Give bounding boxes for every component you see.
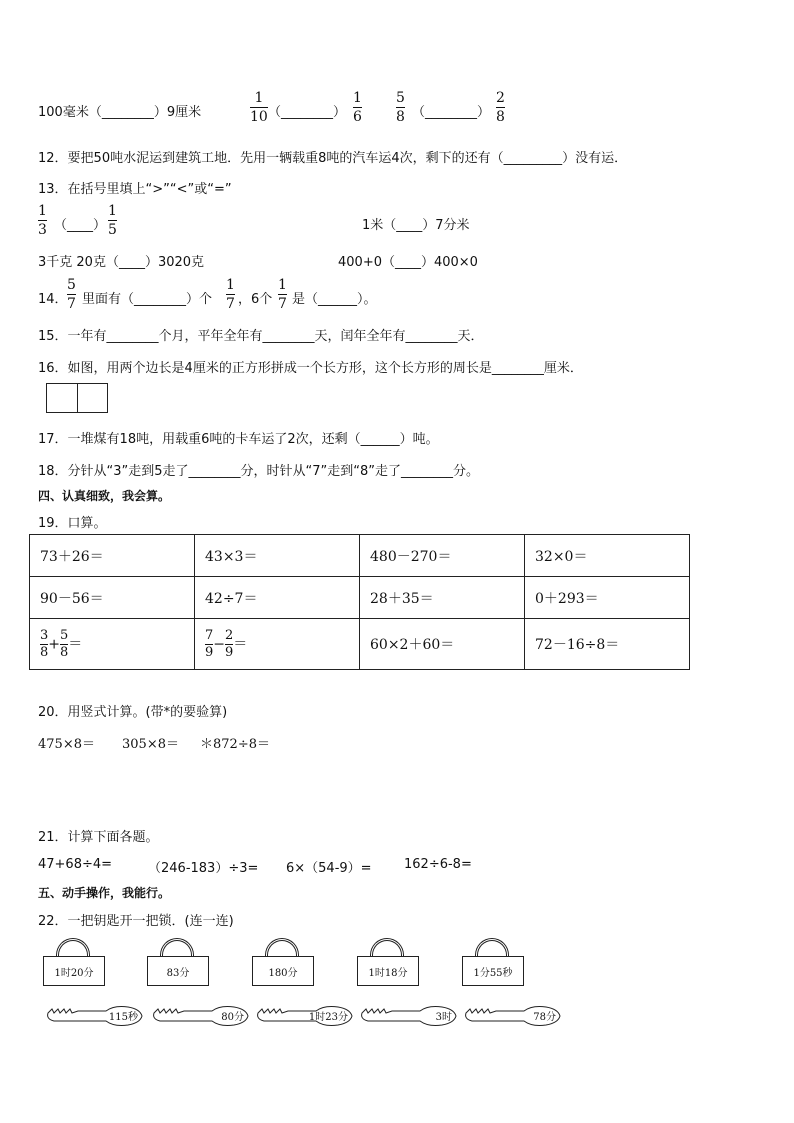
fraction [67, 277, 76, 312]
question-14-number: 14． [38, 292, 68, 307]
numerator: 5 [396, 90, 405, 106]
lock-label: 1分55秒 [462, 956, 524, 986]
question-21-title: 21．计算下面各题。 [38, 830, 159, 845]
q11-length-compare: 100毫米（________）9厘米 [38, 105, 202, 120]
calc-item: 162÷6-8= [404, 857, 472, 872]
denominator: 7 [67, 296, 76, 312]
table-row [30, 535, 690, 577]
denominator: 9 [205, 644, 214, 660]
denominator: 5 [108, 222, 117, 238]
key[interactable] [150, 1005, 250, 1027]
question-13-b: 1米（____）7分米 [362, 218, 470, 233]
vertical-calc-item: 475×8＝ [38, 737, 95, 752]
fraction [496, 90, 505, 125]
question-18: 18．分针从“3”走到5走了________分，时针从“7”走到“8”走了________分。 [38, 464, 480, 479]
numerator: 1 [278, 277, 287, 293]
question-15: 15．一年有________个月，平年全年有________天，闰年全年有________天． [38, 329, 484, 344]
key[interactable] [462, 1005, 562, 1027]
table-cell: 28＋35＝ [360, 577, 525, 619]
numerator: 3 [40, 627, 49, 643]
key-label: 78分 [533, 1012, 556, 1023]
calc-item: 47+68÷4= [38, 857, 113, 872]
table-cell: 73＋26＝ [30, 535, 195, 577]
question-17: 17．一堆煤有18吨，用载重6吨的卡车运了2次，还剩（______）吨。 [38, 432, 439, 447]
table-cell: 43×3＝ [195, 535, 360, 577]
numerator: 5 [60, 627, 69, 643]
numerator: 1 [226, 277, 235, 293]
lock-label: 180分 [252, 956, 314, 986]
table-cell: 72－16÷8＝ [525, 619, 690, 670]
key[interactable] [358, 1005, 458, 1027]
denominator: 6 [353, 109, 362, 125]
table-cell [30, 619, 195, 670]
table-cell [195, 619, 360, 670]
fraction [278, 277, 287, 312]
key[interactable] [254, 1005, 354, 1027]
equals-sign: ＝ [233, 636, 248, 652]
vertical-calc-item: ＊872÷8＝ [200, 737, 270, 752]
operator: + [48, 636, 61, 652]
lock[interactable] [43, 938, 105, 990]
denominator: 10 [250, 109, 268, 125]
table-cell: 60×2＋60＝ [360, 619, 525, 670]
section-5-heading: 五、动手操作，我能行。 [38, 886, 171, 900]
lock[interactable] [147, 938, 209, 990]
fraction [226, 277, 235, 312]
answer-blank[interactable]: （________） [412, 105, 491, 120]
table-cell: 90－56＝ [30, 577, 195, 619]
key-label: 115秒 [108, 1012, 138, 1023]
table-cell: 32×0＝ [525, 535, 690, 577]
fraction [108, 203, 117, 238]
numerator: 7 [205, 627, 214, 643]
table-row [30, 577, 690, 619]
denominator: 8 [396, 109, 405, 125]
denominator: 9 [225, 644, 234, 660]
question-14-end: 是（______）。 [292, 292, 377, 307]
denominator: 8 [40, 644, 49, 660]
fraction [250, 90, 268, 125]
fraction [396, 90, 405, 125]
two-squares-figure [46, 383, 108, 413]
question-12: 12．要把50吨水泥运到建筑工地．先用一辆载重8吨的汽车运4次，剩下的还有（_________）没有运． [38, 151, 628, 166]
question-13-c: 3千克 20克（____）3020克 [38, 255, 205, 270]
equals-sign: ＝ [68, 636, 83, 652]
calc-item: 6×（54-9）= [286, 861, 372, 876]
denominator: 7 [278, 296, 287, 312]
numerator: 1 [254, 90, 264, 106]
lock-label: 1时18分 [357, 956, 419, 986]
question-19-title: 19．口算。 [38, 516, 107, 531]
question-20-title: 20．用竖式计算。(带*的要验算) [38, 705, 228, 720]
question-13-title: 13．在括号里填上“>”“<”或“=” [38, 182, 232, 197]
numerator: 1 [108, 203, 117, 219]
key-label: 80分 [221, 1012, 244, 1023]
oral-calc-table [29, 534, 690, 670]
question-16: 16．如图，用两个边长是4厘米的正方形拼成一个长方形，这个长方形的周长是________厘米． [38, 361, 583, 376]
lock[interactable] [252, 938, 314, 990]
key-label: 1时23分 [308, 1012, 348, 1023]
fraction [38, 203, 47, 238]
question-22-title: 22．一把钥匙开一把锁．(连一连) [38, 914, 234, 929]
denominator: 7 [226, 296, 235, 312]
table-cell: 480－270＝ [360, 535, 525, 577]
numerator: 2 [496, 90, 505, 106]
denominator: 8 [496, 109, 505, 125]
question-13-d: 400+0（____）400×0 [338, 255, 478, 270]
operator: − [213, 636, 226, 652]
numerator: 1 [353, 90, 362, 106]
denominator: 8 [60, 644, 69, 660]
key[interactable] [44, 1005, 144, 1027]
answer-blank[interactable]: （________） [268, 105, 347, 120]
question-14-text: 里面有（________）个 [82, 292, 213, 307]
numerator: 1 [38, 203, 47, 219]
denominator: 3 [38, 222, 47, 238]
question-14-text: ，6个 [238, 292, 273, 307]
lock-label: 1时20分 [43, 956, 105, 986]
section-4-heading: 四、认真细致，我会算。 [38, 489, 171, 503]
table-cell: 42÷7＝ [195, 577, 360, 619]
lock[interactable] [357, 938, 419, 990]
fraction [353, 90, 362, 125]
numerator: 5 [67, 277, 76, 293]
lock-label: 83分 [147, 956, 209, 986]
vertical-calc-item: 305×8＝ [122, 737, 179, 752]
table-row [30, 619, 690, 670]
table-cell: 0＋293＝ [525, 577, 690, 619]
lock[interactable] [462, 938, 524, 990]
key-label: 3时 [435, 1012, 452, 1023]
calc-item: （246-183）÷3= [148, 861, 259, 876]
numerator: 2 [225, 627, 234, 643]
answer-blank[interactable]: （____） [54, 218, 107, 233]
